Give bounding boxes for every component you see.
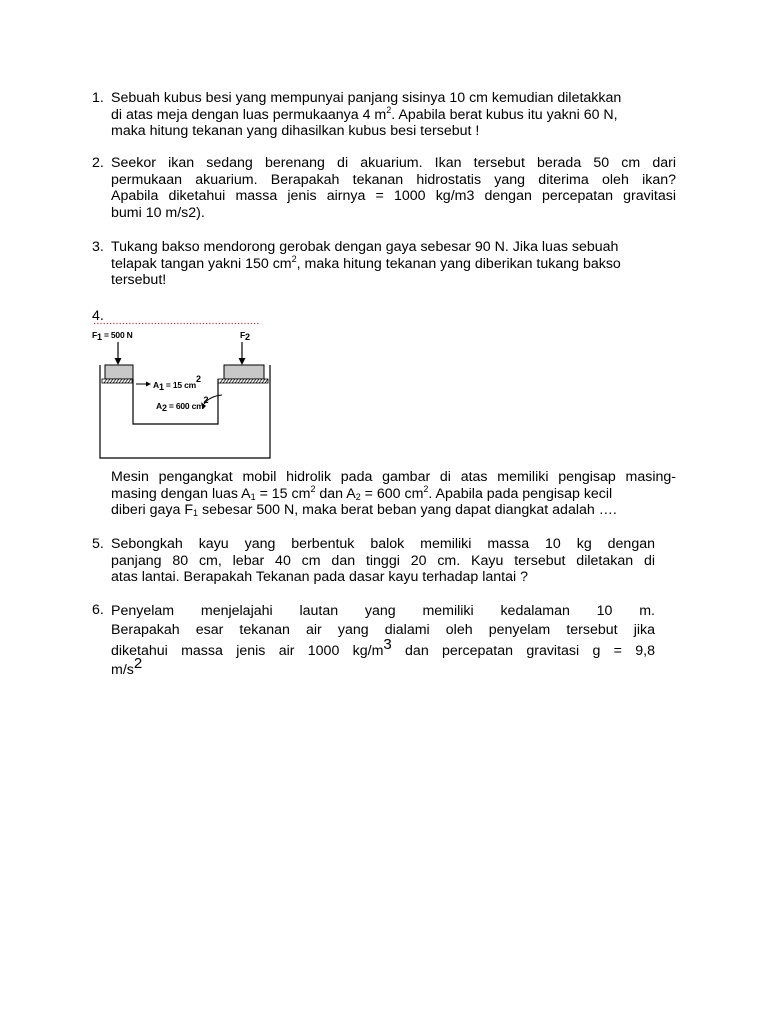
force-1-label	[92, 331, 133, 340]
text-line	[111, 636, 655, 661]
text-segment: di atas meja dengan luas permukaanya 4 m	[111, 106, 387, 123]
label-letter: A	[153, 380, 159, 390]
subscript: 1	[250, 491, 256, 502]
question-text	[111, 90, 676, 140]
question-5	[92, 536, 676, 586]
text-segment: m/s	[111, 661, 134, 678]
label-letter: F	[92, 330, 97, 340]
text-line: Berapakah esar tekanan air yang dialami oleh penyelam tersebut jika	[111, 621, 655, 638]
text-line: Apabila diketahui massa jenis airnya = 1000 kg/m3 dengan percepatan gravitasi	[111, 188, 676, 205]
subscript: 1	[158, 382, 164, 392]
text-segment: diketahui massa jenis air 1000 kg/m	[111, 643, 384, 660]
text-line: Tukang bakso mendorong gerobak dengan gaya sebesar 90 N. Jika luas sebuah	[111, 239, 619, 255]
text-line: bumi 10 m/s2).	[111, 204, 205, 221]
text-line	[111, 104, 676, 124]
text-segment: . Apabila berat kubus itu yakni 60 N,	[391, 106, 618, 123]
label-letter: F	[240, 330, 245, 340]
text-line	[111, 483, 676, 503]
question-text	[111, 602, 655, 679]
question-number: 5.	[92, 536, 104, 552]
text-line: Sebuah kubus besi yang mempunyai panjang sisinya 10 cm kemudian diletakkan	[111, 90, 622, 106]
question-text	[111, 469, 676, 519]
question-number: 4.	[92, 308, 104, 324]
question-4-text	[92, 469, 676, 519]
superscript: 2	[133, 654, 143, 672]
text-segment: telapak tangan yakni 150 cm	[111, 255, 292, 272]
text-line: tersebut!	[111, 272, 167, 289]
text-line	[111, 502, 676, 519]
superscript: 3	[383, 636, 392, 654]
question-number: 3.	[92, 239, 104, 255]
question-text	[111, 239, 676, 289]
label-value: = 500 N	[101, 330, 133, 340]
text-segment: sebesar 500 N, maka berat beban yang dapat diangkat adalah ….	[198, 502, 617, 519]
text-line: maka hitung tekanan yang dihasilkan kubus besi tersebut !	[111, 123, 480, 140]
subscript: 1	[193, 508, 199, 519]
text-line	[111, 253, 676, 273]
superscript: 2	[203, 395, 209, 405]
label-value: = 600 cm	[166, 401, 204, 411]
text-line: permukaan akuarium. Berapakah tekanan hidrostatis yang diterima oleh ikan?	[111, 171, 676, 188]
question-1	[92, 90, 676, 140]
question-text	[111, 155, 676, 221]
text-segment: , maka hitung tekanan yang diberikan tukang bakso	[296, 255, 621, 272]
question-text	[111, 536, 655, 586]
label-letter: A	[156, 401, 162, 411]
area-1-label	[153, 374, 201, 392]
question-3	[92, 239, 676, 289]
text-line: atas lantai. Berapakah Tekanan pada dasar kayu terhadap lantai ?	[111, 569, 528, 586]
text-segment: dan A	[315, 485, 356, 502]
text-segment: dan percepatan gravitasi g = 9,8	[391, 643, 655, 660]
subscript: 2	[245, 332, 250, 342]
text-segment: = 600 cm	[360, 485, 424, 502]
question-number: 2.	[92, 155, 104, 171]
text-segment: diberi gaya F	[111, 502, 194, 519]
text-line	[111, 654, 655, 680]
text-line: Penyelam menjelajahi lautan yang memiliki kedalaman 10 m.	[111, 603, 655, 619]
text-segment: = 15 cm	[255, 485, 311, 502]
subscript: 2	[355, 491, 361, 502]
force-2-label	[240, 331, 250, 340]
subscript: 1	[97, 332, 102, 342]
superscript: 2	[386, 104, 392, 115]
subscript: 2	[161, 403, 167, 413]
question-number: 6.	[92, 602, 104, 618]
question-number: 1.	[92, 90, 104, 106]
text-segment: masing dengan luas A	[111, 485, 251, 502]
superscript: 2	[423, 483, 429, 494]
text-segment: . Apabila pada pengisap kecil	[428, 485, 613, 502]
question-2	[92, 155, 676, 221]
superscript: 2	[310, 483, 316, 494]
text-line: Mesin pengangkat mobil hidrolik pada gambar di atas memiliki pengisap masing-	[111, 469, 676, 485]
text-line: panjang 80 cm, lebar 40 cm dan tinggi 20 cm. Kayu tersebut diletakan di	[111, 552, 655, 569]
text-line: Seekor ikan sedang berenang di akuarium. Ikan tersebut berada 50 cm dari	[111, 155, 676, 171]
superscript: 2	[195, 374, 201, 384]
label-value: = 15 cm	[163, 380, 196, 390]
text-line: Sebongkah kayu yang berbentuk balok memiliki massa 10 kg dengan	[111, 536, 655, 552]
question-6	[92, 602, 676, 679]
area-2-label	[156, 395, 209, 413]
hydraulic-diagram	[92, 318, 282, 460]
superscript: 2	[291, 253, 297, 264]
